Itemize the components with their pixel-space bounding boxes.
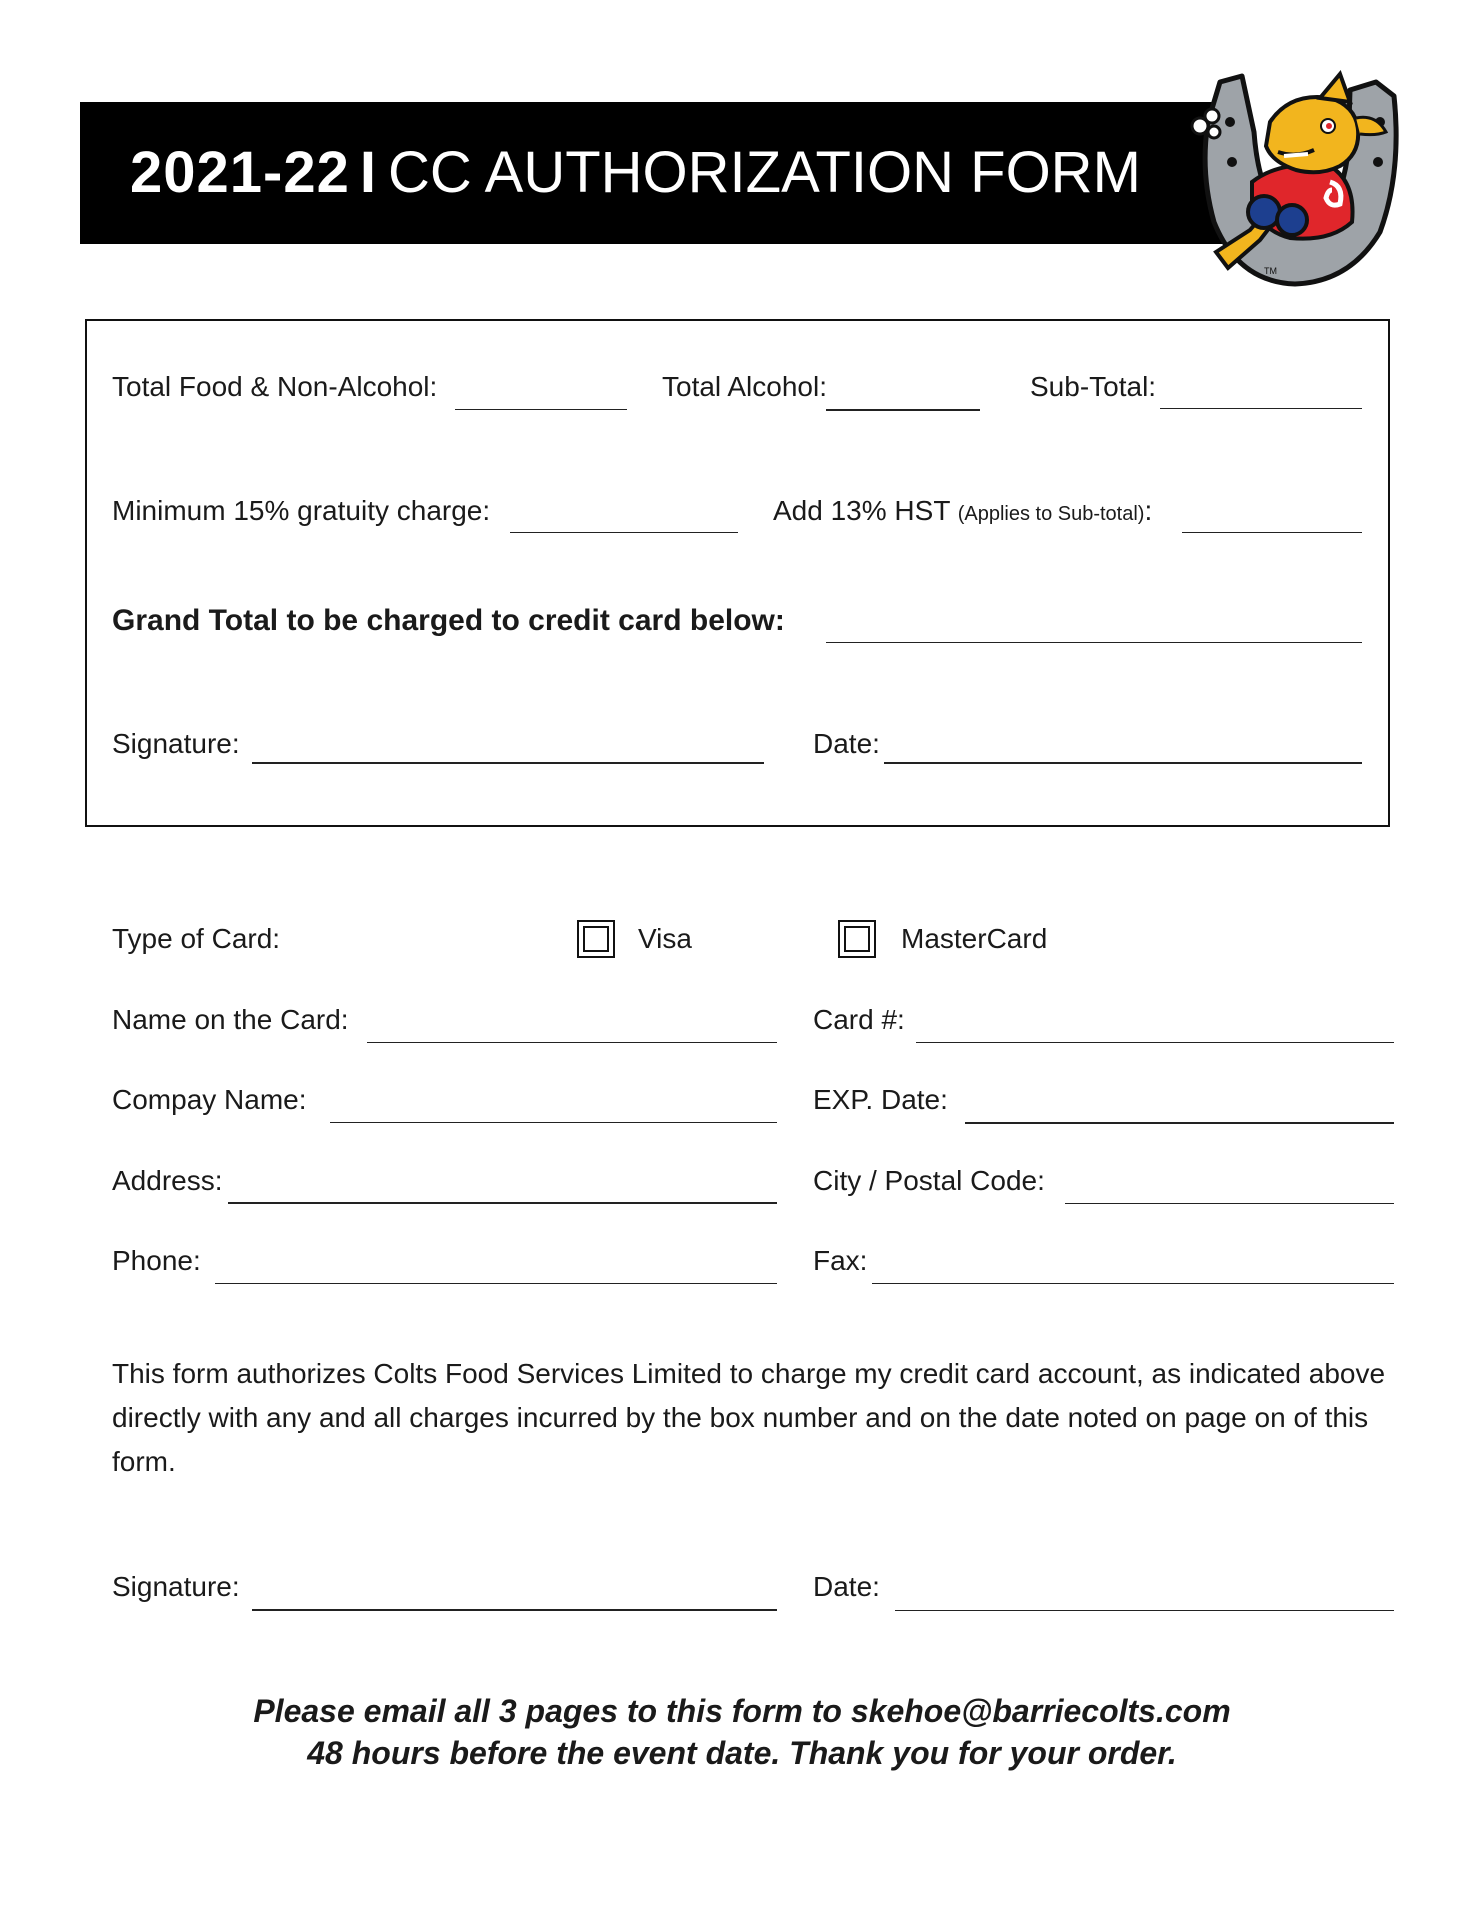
subtotal-label: Sub-Total: [1030, 371, 1157, 402]
barrie-colts-horse-logo-icon [1180, 62, 1410, 294]
signature-field[interactable] [252, 762, 764, 764]
trademark-mark: TM [1264, 266, 1277, 276]
form-year: 2021-22 [130, 140, 350, 205]
authorization-signature-field[interactable] [252, 1609, 777, 1611]
card-type-label: Type of Card: [112, 923, 281, 954]
authorization-text: This form authorizes Colts Food Services Limited to charge my credit card account, as indicated above directly with any and all charges incurred by the box number and on the date noted on page on of this form. [112, 1358, 1386, 1477]
visa-label: Visa [638, 923, 692, 954]
phone-field[interactable] [215, 1283, 777, 1284]
hst-field[interactable] [1182, 532, 1362, 533]
signature-label: Signature: [112, 728, 240, 759]
city-postal-field[interactable] [1065, 1203, 1394, 1204]
date-field[interactable] [884, 762, 1362, 764]
address-field[interactable] [228, 1202, 777, 1204]
company-name-label: Compay Name: [112, 1084, 307, 1115]
authorization-date-field[interactable] [895, 1610, 1394, 1611]
city-postal-label: City / Postal Code: [813, 1165, 1045, 1196]
subtotal-field[interactable] [1160, 408, 1362, 409]
total-alcohol-label: Total Alcohol: [662, 371, 827, 402]
hst-colon: : [1144, 495, 1153, 526]
date-label: Date: [813, 728, 880, 759]
grand-total-label: Grand Total to be charged to credit card below: [112, 604, 785, 637]
footer-deadline-line: 48 hours before the event date. Thank you for your order. [307, 1735, 1177, 1771]
hst-note: (Applies to Sub-total) [957, 503, 1145, 525]
grand-total-field[interactable] [826, 642, 1362, 643]
authorization-date-label: Date: [813, 1571, 880, 1602]
mastercard-checkbox[interactable] [838, 920, 876, 958]
mastercard-label: MasterCard [901, 923, 1048, 954]
card-number-label: Card #: [813, 1004, 905, 1035]
authorization-signature-label: Signature: [112, 1571, 240, 1602]
exp-date-label: EXP. Date: [813, 1084, 948, 1115]
total-alcohol-field[interactable] [826, 409, 980, 411]
card-number-field[interactable] [916, 1042, 1394, 1043]
fax-field[interactable] [872, 1283, 1394, 1284]
exp-date-field[interactable] [965, 1122, 1394, 1124]
total-food-label: Total Food & Non-Alcohol: [112, 371, 438, 402]
address-label: Address: [112, 1165, 223, 1196]
hst-label [773, 494, 1152, 531]
phone-label: Phone: [112, 1245, 201, 1276]
name-on-card-label: Name on the Card: [112, 1004, 349, 1035]
gratuity-field[interactable] [510, 532, 738, 533]
company-name-field[interactable] [330, 1122, 777, 1123]
gratuity-label: Minimum 15% gratuity charge: [112, 495, 491, 526]
header-banner [80, 102, 1230, 244]
hst-label-text: Add 13% HST [773, 495, 950, 526]
footer-email-line: Please email all 3 pages to this form to skehoe@barriecolts.com [253, 1693, 1231, 1729]
title-separator: I [359, 140, 376, 205]
form-title [130, 140, 1141, 206]
name-on-card-field[interactable] [367, 1042, 777, 1043]
total-food-field[interactable] [455, 409, 627, 410]
form-title-text: CC AUTHORIZATION FORM [387, 140, 1141, 205]
fax-label: Fax: [813, 1245, 868, 1276]
visa-checkbox[interactable] [577, 920, 615, 958]
